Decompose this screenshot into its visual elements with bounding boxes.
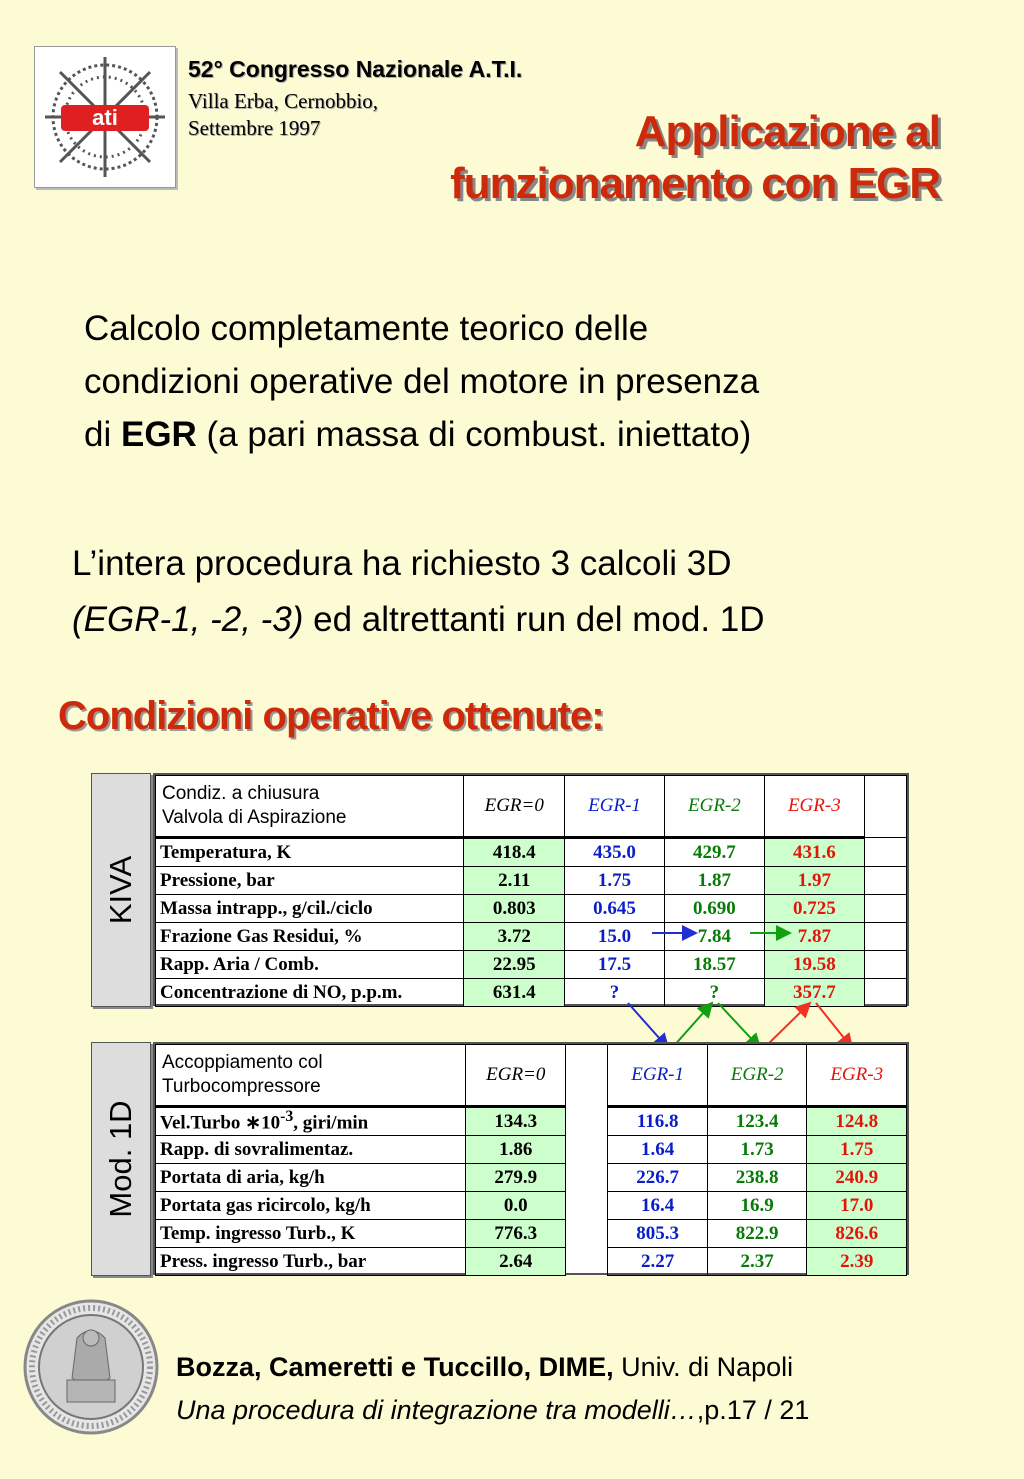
cell-egr1: 1.64	[608, 1136, 708, 1164]
cell-egr0: 134.3	[466, 1107, 566, 1136]
conference-place	[188, 88, 378, 142]
slide-title-line-2: funzionamento con EGR	[450, 159, 940, 208]
cell-egr0: 2.64	[466, 1248, 566, 1276]
cell-egr0: 22.95	[464, 951, 565, 979]
kiva-col-egr0: EGR=0	[464, 776, 565, 838]
kiva-col-egr1: EGR-1	[565, 776, 665, 838]
mod1d-col-egr3: EGR-3	[807, 1045, 907, 1107]
mod1d-body	[156, 1107, 907, 1276]
footer-authors-bold: Bozza, Cameretti e Tuccillo, DIME,	[176, 1352, 614, 1382]
footer-page: ,p.17 / 21	[696, 1395, 810, 1425]
kiva-header-line2: Valvola di Aspirazione	[162, 807, 347, 828]
cell-egr2: 238.8	[707, 1164, 807, 1192]
row-label: Portata gas ricircolo, kg/h	[156, 1192, 466, 1220]
cell-egr2: ?	[664, 979, 764, 1007]
cell-egr0: 776.3	[466, 1220, 566, 1248]
cell-egr2: 123.4	[707, 1107, 807, 1136]
cell-egr1: 435.0	[565, 838, 665, 867]
cell-egr0: 631.4	[464, 979, 565, 1007]
mod1d-side-box	[91, 1042, 151, 1276]
cell-egr1: 116.8	[608, 1107, 708, 1136]
para1-line3	[84, 408, 984, 461]
cell-egr3: 7.87	[764, 923, 864, 951]
empty-cell	[864, 838, 906, 867]
table-row	[156, 1220, 907, 1248]
cell-egr3: 357.7	[764, 979, 864, 1007]
gap-cell	[566, 1164, 608, 1192]
cell-egr1: 1.75	[565, 867, 665, 895]
slide-title	[450, 106, 940, 210]
cell-egr2: 7.84	[664, 923, 764, 951]
ati-logo	[34, 46, 176, 188]
cell-egr0: 3.72	[464, 923, 565, 951]
cell-egr3: 1.75	[807, 1136, 907, 1164]
cell-egr2: 2.37	[707, 1248, 807, 1276]
cell-egr0: 2.11	[464, 867, 565, 895]
cell-egr3: 0.725	[764, 895, 864, 923]
cell-egr1: 2.27	[608, 1248, 708, 1276]
cell-egr2: 1.73	[707, 1136, 807, 1164]
intro-paragraph	[84, 302, 984, 461]
cell-egr3: 124.8	[807, 1107, 907, 1136]
cell-egr2: 0.690	[664, 895, 764, 923]
empty-cell	[864, 867, 906, 895]
cell-egr3: 17.0	[807, 1192, 907, 1220]
cell-egr3: 431.6	[764, 838, 864, 867]
gap-cell	[566, 1136, 608, 1164]
mod1d-header-line2: Turbocompressore	[162, 1076, 321, 1097]
footer-affiliation: Univ. di Napoli	[613, 1352, 794, 1382]
cell-egr0: 0.803	[464, 895, 565, 923]
row-label: Frazione Gas Residui, %	[156, 923, 464, 951]
table-row	[156, 1192, 907, 1220]
row-label: Temperatura, K	[156, 838, 464, 867]
row-label-sup: -3	[280, 1108, 294, 1126]
place-line-2: Settembre 1997	[188, 116, 321, 140]
cell-egr1: 0.645	[565, 895, 665, 923]
section-title: Condizioni operative ottenute:	[58, 694, 604, 738]
cell-egr2: 429.7	[664, 838, 764, 867]
cell-egr2: 822.9	[707, 1220, 807, 1248]
para1-line3-post: (a pari massa di combust. iniettato)	[196, 415, 752, 454]
conference-title: 52° Congresso Nazionale A.T.I.	[188, 56, 523, 82]
para2-line1: L’intera procedura ha richiesto 3 calcoli 3D	[72, 544, 732, 583]
row-label: Pressione, bar	[156, 867, 464, 895]
table-row	[156, 838, 907, 867]
row-label-pre: Vel.Turbo ∗10	[160, 1112, 281, 1134]
kiva-col-empty	[864, 776, 906, 838]
mod1d-col-gap	[566, 1045, 608, 1107]
gap-cell	[566, 1220, 608, 1248]
footer-title-italic: Una procedura di integrazione tra modelli…	[176, 1395, 697, 1425]
cell-egr3: 826.6	[807, 1220, 907, 1248]
row-label: Massa intrapp., g/cil./ciclo	[156, 895, 464, 923]
cell-egr3: 240.9	[807, 1164, 907, 1192]
mod1d-col-egr1: EGR-1	[608, 1045, 708, 1107]
mod1d-header-label	[156, 1045, 466, 1107]
row-label: Rapp. Aria / Comb.	[156, 951, 464, 979]
para1-line3-pre: di	[84, 415, 121, 454]
row-label	[156, 1107, 466, 1136]
mod1d-table	[155, 1044, 907, 1276]
footer-title	[176, 1395, 809, 1426]
place-line-1: Villa Erba, Cernobbio,	[188, 89, 379, 113]
cell-egr1: ?	[565, 979, 665, 1007]
cell-egr1: 15.0	[565, 923, 665, 951]
egr-flow-arrows	[600, 915, 900, 1055]
row-label: Temp. ingresso Turb., K	[156, 1220, 466, 1248]
table-row	[156, 867, 907, 895]
cell-egr3: 1.97	[764, 867, 864, 895]
para1-line1: Calcolo completamente teorico delle	[84, 309, 649, 348]
row-label-post: , giri/min	[293, 1112, 369, 1134]
cell-egr1: 17.5	[565, 951, 665, 979]
mod1d-col-egr2: EGR-2	[707, 1045, 807, 1107]
procedure-paragraph	[72, 536, 1012, 648]
ati-logo-icon	[35, 47, 175, 187]
kiva-header-line1: Condiz. a chiusura	[162, 783, 320, 804]
cell-egr2: 18.57	[664, 951, 764, 979]
svg-text:ati: ati	[92, 105, 118, 130]
table-row	[156, 1248, 907, 1276]
table-row	[156, 1164, 907, 1192]
slide-title-line-1: Applicazione al	[634, 107, 940, 156]
cell-egr1: 226.7	[608, 1164, 708, 1192]
gap-cell	[566, 1107, 608, 1136]
cell-egr1: 805.3	[608, 1220, 708, 1248]
kiva-col-egr3: EGR-3	[764, 776, 864, 838]
cell-egr0: 0.0	[466, 1192, 566, 1220]
row-label: Press. ingresso Turb., bar	[156, 1248, 466, 1276]
cell-egr3: 19.58	[764, 951, 864, 979]
mod1d-table-wrap	[153, 1042, 909, 1275]
para1-line2: condizioni operative del motore in presenza	[84, 362, 760, 401]
para2-line2	[72, 592, 1012, 648]
row-label: Rapp. di sovralimentaz.	[156, 1136, 466, 1164]
table-row	[156, 1107, 907, 1136]
footer-authors	[176, 1352, 793, 1383]
cell-egr0: 279.9	[466, 1164, 566, 1192]
university-seal-icon	[22, 1298, 160, 1436]
mod1d-col-egr0: EGR=0	[466, 1045, 566, 1107]
cell-egr0: 418.4	[464, 838, 565, 867]
mod1d-header-line1: Accoppiamento col	[162, 1052, 323, 1073]
row-label: Portata di aria, kg/h	[156, 1164, 466, 1192]
row-label: Concentrazione di NO, p.p.m.	[156, 979, 464, 1007]
kiva-label: KIVA	[103, 855, 138, 925]
para1-line3-bold: EGR	[120, 415, 197, 454]
kiva-header-label	[156, 776, 464, 838]
university-seal	[22, 1298, 160, 1436]
kiva-col-egr2: EGR-2	[664, 776, 764, 838]
para2-line2-italic: (EGR-1, -2, -3)	[72, 600, 304, 639]
cell-egr2: 16.9	[707, 1192, 807, 1220]
table-row	[156, 1136, 907, 1164]
para2-line2-post: ed altrettanti run del mod. 1D	[303, 600, 765, 639]
cell-egr3: 2.39	[807, 1248, 907, 1276]
cell-egr2: 1.87	[664, 867, 764, 895]
kiva-side-box	[91, 773, 151, 1007]
mod1d-label: Mod. 1D	[103, 1100, 138, 1218]
cell-egr0: 1.86	[466, 1136, 566, 1164]
cell-egr1: 16.4	[608, 1192, 708, 1220]
gap-cell	[566, 1248, 608, 1276]
gap-cell	[566, 1192, 608, 1220]
